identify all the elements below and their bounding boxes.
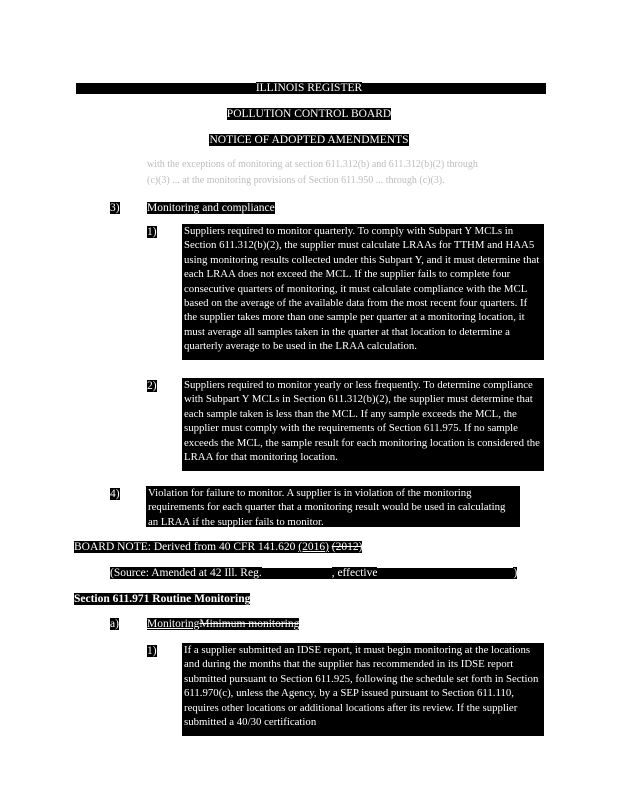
item-a-1-marker: 1) — [147, 645, 157, 657]
item-a-marker: a) — [110, 618, 119, 630]
item-a-heading: MonitoringMinimum monitoring — [147, 618, 300, 630]
faded-line-2: (c)(3) ... at the monitoring provisions of Section 611.950 ... through (c)(3). — [147, 175, 445, 186]
item-3-2-marker: 2) — [147, 380, 157, 392]
board-title: POLLUTION CONTROL BOARD — [226, 108, 392, 120]
item-a-1-text: If a supplier submitted an IDSE report, it must begin monitoring at the locations and during the months that the supplier has recommended in its IDSE report submitted pursuant to Section 611.925, following the schedule set forth in Section 611.970(c), unless the Agency, by a SEP issued pursuant to Section 611.110, requires other locations or additional locations after its review. If the supplier submitted a 40/30 certification — [182, 643, 544, 736]
register-title: ILLINOIS REGISTER — [255, 82, 363, 94]
faded-line-1: with the exceptions of monitoring at section 611.312(b) and 611.312(b)(2) through — [147, 159, 478, 170]
item-3-1-text: Suppliers required to monitor quarterly. To comply with Subpart Y MCLs in Section 611.312(b)(2), the supplier must calculate LRAAs for TTHM and HAA5 using monitoring results collected under this Subpart Y, and it must determine that each LRAA does not exceed the MCL. If the supplier fails to complete four consecutive quarters of monitoring, it must calculate compliance with the MCL based on the average of the available data from the most recent four quarters. If the supplier takes more than one sample per quarter at a monitoring location, it must average all samples taken in the quarter at that location to determine a quarterly average to be used in the LRAA calculation. — [182, 224, 544, 360]
item-3-marker: 3) — [110, 202, 120, 214]
source-line: (Source: Amended at 42 Ill. Reg. , effective ) — [110, 567, 518, 579]
item-3-2-text: Suppliers required to monitor yearly or less frequently. To determine compliance with Subpart Y MCLs in Section 611.312(b)(2), the supplier must determine that each sample taken is less than the MCL. If any sample exceeds the MCL, the supplier must comply with the requirements of Section 611.975. If no sample exceeds the MCL, the sample result for each monitoring location is considered the LRAA for that monitoring location. — [182, 378, 544, 471]
notice-title: NOTICE OF ADOPTED AMENDMENTS — [209, 134, 409, 146]
item-3-heading: Monitoring and compliance — [147, 202, 275, 214]
item-4-text: Violation for failure to monitor. A supplier is in violation of the monitoring requirements for each quarter that a monitoring result would be used in calculating an LRAA if the supplier fails to monitor. — [146, 486, 520, 527]
source-blank-2 — [377, 568, 513, 579]
source-blank-1 — [262, 568, 332, 579]
item-3-1-marker: 1) — [147, 226, 157, 238]
board-note: BOARD NOTE: Derived from 40 CFR 141.620 (2016) (2012) — [74, 541, 363, 553]
item-4-marker: 4) — [110, 488, 120, 500]
section-title: Section 611.971 Routine Monitoring — [74, 593, 251, 605]
